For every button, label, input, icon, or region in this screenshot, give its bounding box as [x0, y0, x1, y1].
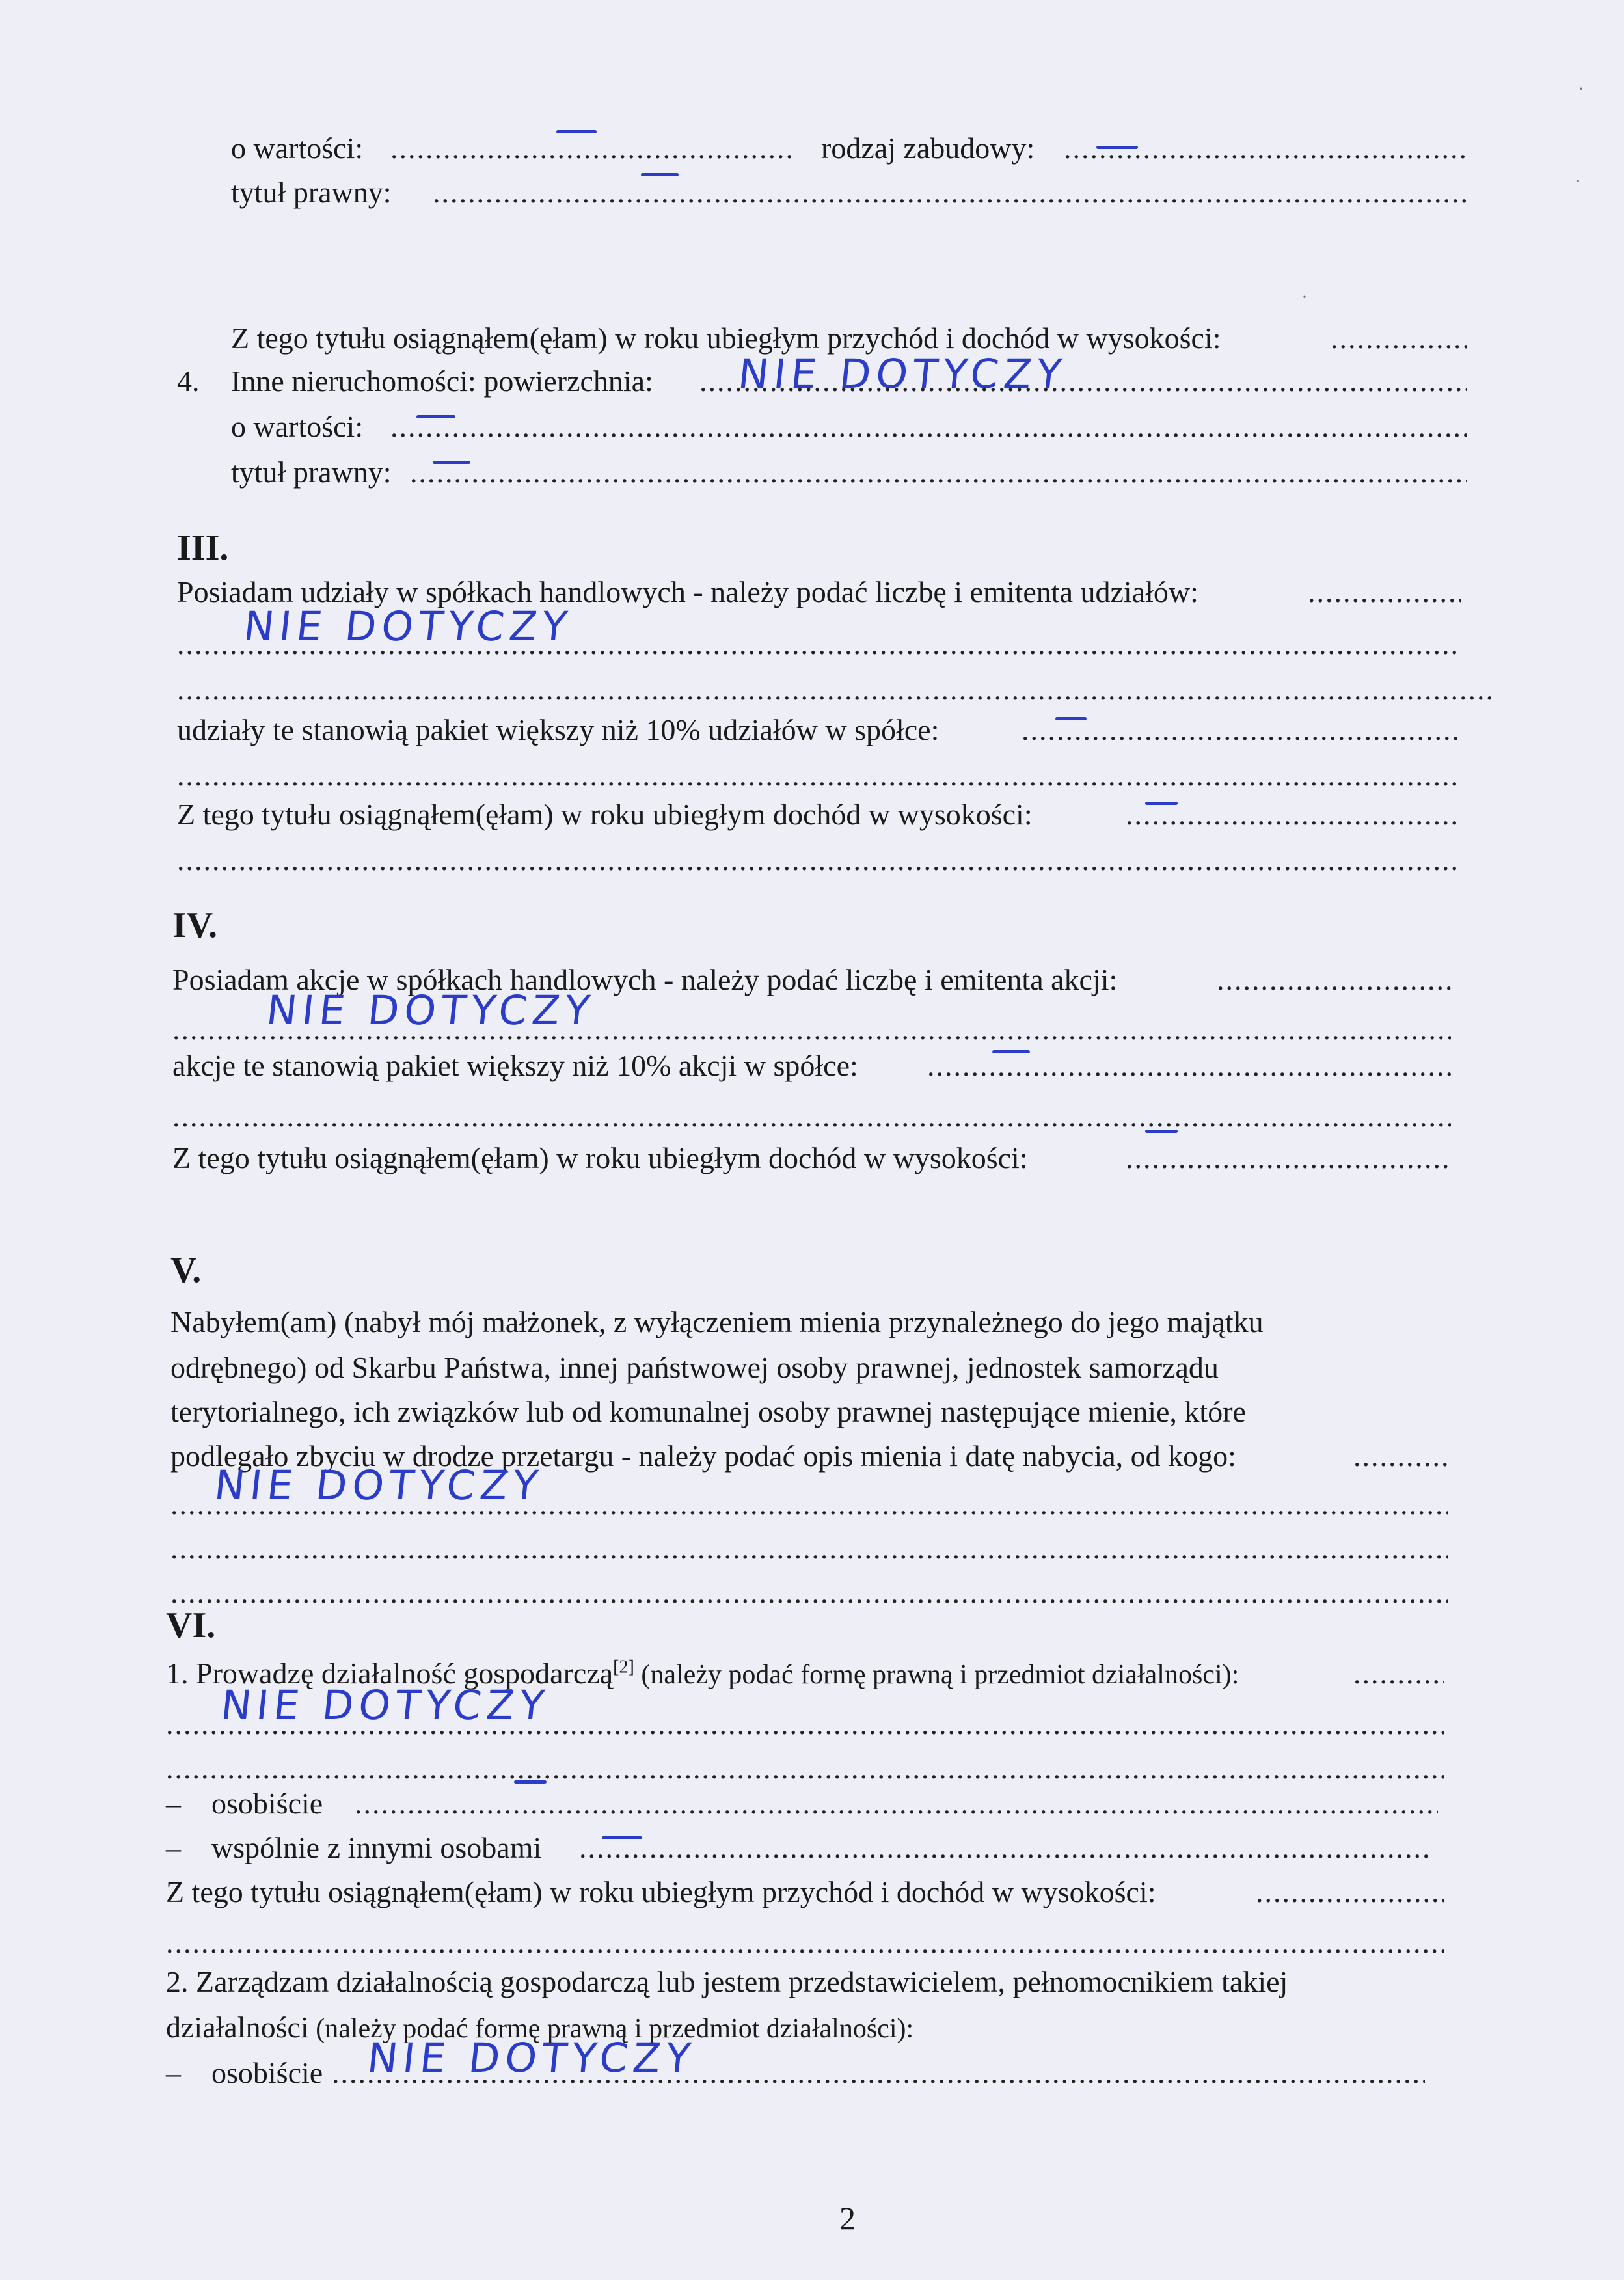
legal-title-label: tytuł prawny: [231, 176, 392, 209]
item-4-value-dots [390, 409, 1467, 445]
section-6-dots [1256, 1874, 1444, 1910]
value-dots [390, 130, 794, 167]
handwritten-dash [1096, 146, 1138, 149]
page-number: 2 [839, 2200, 856, 2236]
item-4-value-label: o wartości: [231, 410, 364, 443]
dash-bullet: – [166, 1831, 181, 1864]
section-3-heading: III. [177, 528, 229, 568]
section-4-line-2: akcje te stanowią pakiet większy niż 10% akcji w spółce: [172, 1049, 858, 1082]
handwritten-dash [514, 1780, 547, 1784]
personally-label-2: osobiście [211, 2056, 323, 2089]
legal-title-dots [433, 174, 1467, 211]
handwritten-not-applicable: NIE DOTYCZY [212, 1461, 545, 1509]
handwritten-dash [416, 415, 455, 418]
section-5-text-4: podlegało zbyciu w drodze przetargu - należy podać opis mienia i datę nabycia, od kogo: [170, 1439, 1236, 1472]
section-5-text-3: terytorialnego, ich związków lub od komunalnej osoby prawnej następujące mienie, które [170, 1395, 1246, 1428]
section-5-heading: V. [170, 1250, 202, 1290]
handwritten-dash [1145, 802, 1178, 805]
section-3-dots [177, 757, 1461, 794]
section-6-dots [579, 1830, 1431, 1866]
section-6-dots [166, 1925, 1444, 1961]
section-3-line-2: udziały te stanowią pakiet większy niż 10% udziałów w spółce: [177, 713, 940, 746]
section-6-heading: VI. [166, 1605, 216, 1646]
section-3-dots [177, 842, 1461, 878]
scan-speck: · [1301, 286, 1308, 308]
section-4-heading: IV. [172, 905, 218, 945]
handwritten-not-applicable: NIE DOTYCZY [264, 986, 597, 1034]
section-6-income: Z tego tytułu osiągnąłem(ęłam) w roku ubiegłym przychód i dochód w wysokości: [166, 1875, 1156, 1908]
section-4-dots [1217, 962, 1451, 998]
item-4-number: 4. [177, 364, 200, 398]
section-3-dots [1308, 574, 1461, 610]
dash-bullet: – [166, 2056, 181, 2089]
section-6-item-1-text: 1. Prowadzę działalność gospodarczą [166, 1657, 614, 1690]
handwritten-not-applicable: NIE DOTYCZY [365, 2034, 698, 2082]
scan-speck: · [1575, 170, 1581, 192]
section-3-dots [177, 672, 1495, 708]
section-6-item-2-b-paren: (należy podać formę prawną i przedmiot działalności): [308, 2014, 914, 2044]
item-4-label: Inne nieruchomości: powierzchnia: [231, 364, 653, 398]
section-4-dots [172, 1098, 1451, 1135]
section-5-dots [170, 1530, 1448, 1567]
section-6-dots [355, 1785, 1438, 1822]
section-6-item-2-b-text: działalności [166, 2011, 309, 2044]
section-6-dots [1353, 1655, 1444, 1692]
jointly-label: wspólnie z innymi osobami [211, 1831, 542, 1864]
income-line: Z tego tytułu osiągnąłem(ęłam) w roku ubiegłym przychód i dochód w wysokości: [231, 321, 1221, 355]
section-4-line-1: Posiadam akcje w spółkach handlowych - należy podać liczbę i emitenta akcji: [172, 963, 1118, 996]
section-3-dots [1022, 712, 1461, 748]
section-6-dots [166, 1750, 1444, 1787]
handwritten-not-applicable: NIE DOTYCZY [241, 603, 575, 650]
handwritten-dash [602, 1836, 642, 1839]
handwritten-dash [992, 1050, 1030, 1053]
section-6-item-1-paren: (należy podać formę prawną i przedmiot działalności): [634, 1660, 1239, 1690]
section-5-text-2: odrębnego) od Skarbu Państwa, innej państwowej osoby prawnej, jednostek samorządu [170, 1351, 1219, 1384]
section-4-dots [1126, 1140, 1451, 1176]
item-4-title-dots [410, 454, 1467, 491]
handwritten-dash [1145, 1130, 1178, 1133]
section-3-line-1: Posiadam udziały w spółkach handlowych - należy podać liczbę i emitenta udziałów: [177, 575, 1198, 608]
handwritten-not-applicable: NIE DOTYCZY [219, 1681, 552, 1729]
section-6-item-2-a: 2. Zarządzam działalnością gospodarczą lub jestem przedstawicielem, pełnomocnikiem takiej [166, 1965, 1288, 1998]
handwritten-not-applicable: NIE DOTYCZY [736, 350, 1069, 398]
section-5-text-1: Nabyłem(am) (nabył mój małżonek, z wyłączeniem mienia przynależnego do jego majątku [170, 1305, 1264, 1338]
section-4-line-3: Z tego tytułu osiągnąłem(ęłam) w roku ubiegłym dochód w wysokości: [172, 1141, 1028, 1174]
section-5-dots [170, 1575, 1448, 1611]
section-3-line-3: Z tego tytułu osiągnąłem(ęłam) w roku ubiegłym dochód w wysokości: [177, 798, 1033, 831]
value-label: o wartości: [231, 131, 364, 165]
building-type-label: rodzaj zabudowy: [821, 131, 1035, 165]
handwritten-dash [433, 461, 470, 464]
footnote-ref: [2] [613, 1657, 634, 1677]
handwritten-dash [1055, 717, 1087, 720]
income-dots [1331, 320, 1467, 357]
dash-bullet: – [166, 1787, 181, 1820]
personally-label: osobiście [211, 1787, 323, 1820]
item-4-title-label: tytuł prawny: [231, 455, 392, 489]
scan-speck: · [1578, 78, 1584, 100]
section-5-dots [1353, 1438, 1448, 1474]
handwritten-dash [556, 130, 597, 133]
